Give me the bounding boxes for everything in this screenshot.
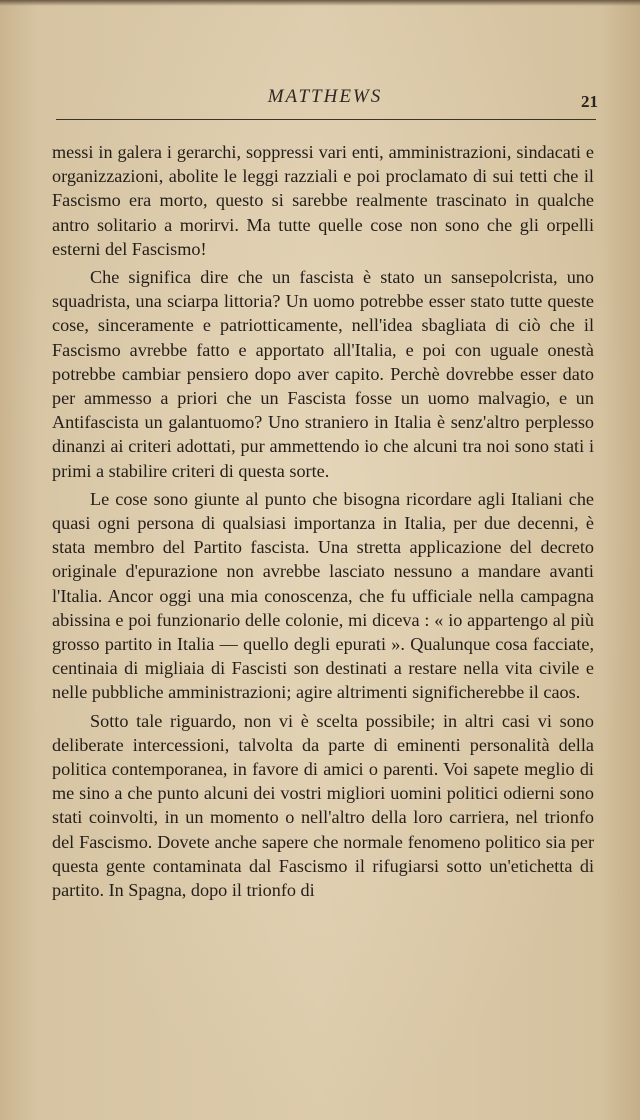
page-number: 21 (581, 92, 598, 111)
paragraph-2: Che significa dire che un fascista è stato un sansepolcrista, uno squadrista, una sciarpa littoria? Un uomo potrebbe esser stato tutte queste cose, sinceramente e patriotticamente, nell'idea sbagliata di ciò che il Fascismo avrebbe fatto e apportato all'Italia, e poi con uguale onestà potrebbe cambiar pensiero dopo aver capito. Perchè dovrebbe esser dato per ammesso a priori che un Fascista fosse un uomo malvagio, e un Antifascista un galantuomo? Uno straniero in Italia è senz'altro perplesso dinanzi ai criteri adottati, pur ammettendo io che alcuni tra noi sono stati i primi a stabilire criteri di questa sorte. (52, 267, 594, 481)
page-top-edge (0, 0, 640, 6)
paragraph-3: Le cose sono giunte al punto che bisogna ricordare agli Italiani che quasi ogni persona di qualsiasi importanza in Italia, per due decenni, è stata membro del Partito fascista. Una stretta applicazione del decreto originale d'epurazione non avrebbe lasciato nessuno a mandare avanti l'Italia. Ancor oggi una mia conoscenza, che fu ufficiale nella campagna abissina e poi funzionario delle colonie, mi diceva : « io appartengo al più grosso partito in Italia — quello degli epurati ». Qualunque cosa facciate, centinaia di migliaia di Fascisti son destinati a restare nella vita civile e nelle pubbliche amministrazioni; agire altrimenti significherebbe il caos. (52, 488, 594, 703)
body-text (52, 140, 594, 906)
paragraph-1: messi in galera i gerarchi, soppressi vari enti, amministrazioni, sindacati e organizzazioni, abolite le leggi razziali e poi proclamato di sui tetti che il Fascismo era morto, questo si sarebbe realmente trascinato in qualche antro solitario a morirvi. Ma tutte quelle cose non sono che gli orpelli esterni del Fascismo! (52, 142, 594, 259)
header-rule (56, 119, 596, 120)
running-head (0, 86, 640, 112)
paragraph-4: Sotto tale riguardo, non vi è scelta possibile; in altri casi vi sono deliberate intercessioni, talvolta da parte di eminenti personalità della politica contemporanea, in favore di amici o parenti. Voi sapete meglio di me sino a che punto alcuni dei vostri migliori uomini politici odierni sono stati coinvolti, in un momento o nell'altro della loro carriera, nel trionfo del Fascismo. Dovete anche sapere che normale fenomeno politico sia per questa gente contaminata dal Fascismo il rifugiarsi sotto un'etichetta di partito. In Spagna, dopo il trionfo di (52, 710, 594, 901)
running-head-title: MATTHEWS (267, 86, 383, 107)
